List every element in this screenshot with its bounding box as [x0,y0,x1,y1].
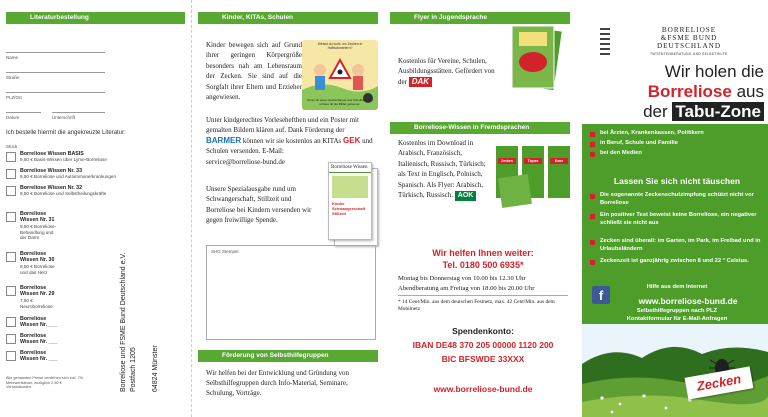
order-item[interactable] [6,168,117,186]
groups-header: Förderung von Selbsthilfegruppen [198,350,378,362]
facebook-icon[interactable]: f [592,286,610,304]
quantity-box[interactable] [6,252,16,262]
donation-title: Spendenkonto: [452,326,514,336]
order-item[interactable] [6,285,58,315]
kids-panel [192,0,384,417]
order-title: Borreliose Wissen Nr. 30 [20,251,55,263]
order-desc: 9,50 € Basis-Wissen über Lyme-Borreliose [20,157,107,162]
help-divider [398,295,568,296]
kids-more-text [206,115,376,167]
headline-line-3 [576,102,764,122]
aok-logo: AOK [455,191,477,201]
flyer-text-body: Kostenlos für Vereine, Schulen, Ausbildungsstätten. Gefördert von der [398,57,495,86]
kids-more-3: und Schulen versenden. E-Mail: [206,136,373,156]
date-field[interactable] [6,112,41,113]
warning-bullet: Ein positiver Test beweist keine Borreliose, ein negativer schließt sie nicht aus [590,212,764,227]
foreign-lang-header: Borreliose-Wissen in Fremdsprachen [390,122,570,134]
help-hours-weekday: Montag bis Donnerstag von 10.00 bis 12.30 Uhr [398,275,526,282]
foreign-lang-text [398,138,494,201]
poster-caption: Nimm dir einen Zeckenfänger aus Schulbank und schaue dir die Bilder genau an. [307,98,373,106]
help-hours-friday: Abendberatung am Freitag von 18.00 bis 20.00 Uhr [398,285,535,292]
zip-city-field[interactable] [6,92,105,93]
logo-tagline: PATIENTENBERATUNG UND SELBSTHILFE [650,52,728,56]
quantity-box[interactable] [6,186,16,196]
address-org: Borreliose und FSME Bund Deutschland e.V. [120,252,127,392]
order-item[interactable] [6,316,58,330]
order-title: Borreliose Wissen BASIS [20,151,84,157]
warning-bullet: Zecken sind überall: im Garten, im Park, im Freibad und in Urlaubsländern [590,238,764,253]
youth-flyer-image [504,20,570,100]
order-desc: 9,50 € Borreliose und Autoimmunerkrankungen [20,174,117,179]
zip-city-label: PLZ/Ort [6,95,22,100]
internet-help-label: Hilfe aus dem Internet [646,284,708,290]
order-question: Ich bestelle hiermit die angekreuzte Literatur: [6,130,126,136]
order-desc: 9,50 € Borreliose-Behandlung und der Darm [20,224,57,240]
stamp-label: SHG Stempel [211,249,239,254]
quantity-box[interactable] [6,317,16,327]
info-bullet: bei den Medien [590,150,764,158]
literature-order-header: Literaturbestellung [6,12,185,24]
logo-line-1: BORRELIOSE [661,26,717,34]
address-box: Postfach 1205 [130,347,137,392]
iban: IBAN DE48 370 205 00000 1120 200 [412,340,554,350]
quantity-box[interactable] [6,212,16,222]
name-field[interactable] [6,52,105,53]
quantity-box[interactable] [6,286,16,296]
order-item[interactable] [6,333,58,347]
quantity-box[interactable] [6,169,16,179]
pregnancy-text: Unsere Spezialausgabe rund um Schwangerschaft, Stillzeit und Borreliose bei Kindern versenden wir gegen freiwillige Spende. [206,185,312,225]
flyer-panel [384,0,576,417]
kids-more-2: können wir sie kostenlos an KITAs [242,136,342,145]
price-note: Alle genannten Preise verstehen sich inkl. 7% Mehrwertsteuer, zuzüglich 2,50 € Versandkosten. [6,376,84,390]
selfhelp-line-1: Selbsthilfegruppen nach PLZ [636,308,718,314]
bic: BIC BFSWDE 33XXX [441,354,525,364]
order-title: Borreliose Wissen Nr. 29 [20,285,55,297]
logo-text [614,26,764,50]
logo-line-3: DEUTSCHLAND [656,42,722,50]
order-title: Borreliose Wissen Nr. ___ [20,350,58,362]
order-desc: 9,50 € Borreliose und das Herz [20,264,55,275]
order-desc: 7,50 € Neuroborreliose [20,298,53,309]
foreign-flyers-image [496,140,572,210]
poster-title: Weisst du wohl, wo Zecken in Haftschwertern? [317,42,363,50]
gek-logo: GEK [343,135,361,145]
kids-header: Kinder, KITAs, Schulen [198,12,378,24]
order-item[interactable] [6,251,58,283]
quantity-box[interactable] [6,152,16,162]
flyer-text [398,56,498,87]
order-title: Borreliose Wissen Nr. 33 [20,168,83,174]
groups-text: Wir helfen bei der Entwicklung und Gründung von Selbsthilfegruppen durch Info-Material, Seminare, Schulung, Vorträge. [206,369,349,398]
street-label: Straße [6,75,20,80]
kids-poster-image [302,40,378,110]
mailing-address [108,150,186,394]
magazine-photo [332,176,368,198]
order-item[interactable] [6,211,58,251]
signature-field[interactable] [52,112,105,113]
stamp-box [206,245,376,340]
zecken-tag: Zecken [685,366,754,399]
date-label: Datum [6,115,20,120]
logo-mark [600,28,610,56]
flyer-stripe-label: Zecken [501,159,513,163]
warning-bullet: Die sogenannte Zeckenschutzimpfung schützt nicht vor Borreliose [590,192,764,207]
website-link[interactable]: www.borreliose-bund.de [638,296,738,306]
selfhelp-info [590,308,764,323]
order-item[interactable] [6,151,108,169]
magazine-title: Borreliose Wissen [329,163,371,173]
headline-borreliose: Borreliose [647,82,732,101]
magazine-cover [328,162,372,240]
headline-line-2 [576,82,764,102]
help-title: Wir helfen Ihnen weiter: [432,248,534,258]
warning-bullet: Zeckenzeit ist ganzjährig zwischen 8 und 22 ° Celsius. [590,258,764,266]
dak-logo: DAK [409,77,432,87]
barmer-logo: BARMER [206,135,242,145]
selfhelp-line-2: Kontaktformular für E-Mail-Anfragen [626,315,728,322]
flyer-header: Flyer in Jugendsprache [390,12,570,24]
kids-more-1: Unter kindgerechtes Vorlesehefthen und ein Poster mit gemalten Bildern klären auf. Dank Förderung der [206,116,359,135]
headline-aus: aus [736,82,764,101]
name-label: Name [6,55,19,60]
quantity-box[interactable] [6,351,16,361]
help-footnote: * 14 Cent/Min. aus dem deutschen Festnetz, max. 42 Cent/Min. aus dem Mobilnetz [398,299,555,313]
quantity-label: Stück [6,144,18,149]
order-title: Borreliose Wissen Nr. ___ [20,316,58,328]
warning-title: Lassen Sie sich nicht täuschen [613,176,741,186]
flyer-stripe-label: Kene [554,159,564,163]
order-title: Borreliose Wissen Nr. ___ [20,333,58,345]
magazine-subtitle: Kinder Schwangerschaft Stillzeit [332,201,366,216]
kids-email[interactable]: service@borreliose-bund.de [206,157,285,166]
help-hours [398,274,568,294]
order-title: Borreliose Wissen Nr. 32 [20,185,83,191]
kids-text: Kinder bewegen sich auf Grund ihrer geringen Körpergröße besonders nah am Lebensraum der Zecken. Sie sind auf die Sorgfalt ihrer Eltern und Erzieher angewiesen. [206,41,302,102]
order-item[interactable] [6,185,108,203]
order-title: Borreliose Wissen Nr. 31 [20,211,55,223]
headline-tabu-zone: Tabu-Zone [672,102,764,121]
address-city: 64824 Münster [152,345,159,392]
foreign-lang-body: Kostenlos im Download in Arabisch, Französisch, Italienisch, Russisch, Türkisch; als Text in Englisch, Polnisch, Spanisch. Als Flyer: Arabisch, Türkisch, Russisch. [398,139,486,200]
help-phone[interactable]: Tel. 0180 500 6935* [442,260,524,270]
logo-line-2: &FSME BUND [660,34,718,42]
headline-line-1: Wir holen die [664,62,764,81]
info-bullet: bei Ärzten, Krankenkassen, Politikern [590,130,764,138]
order-item[interactable] [6,350,58,364]
signature-label: Unterschrift [52,115,76,120]
website-link[interactable]: www.borreliose-bund.de [433,384,533,394]
flyer-stripe-label: Tiques [527,159,539,163]
headline-der: der [643,102,668,121]
order-form-panel [0,0,192,417]
street-field[interactable] [6,72,105,73]
info-bullet: in Beruf, Schule und Familie [590,140,764,148]
order-desc: 9,50 € Borreliose und Selbstheilungskräfte [20,191,107,196]
org-logo [600,26,764,58]
quantity-box[interactable] [6,334,16,344]
